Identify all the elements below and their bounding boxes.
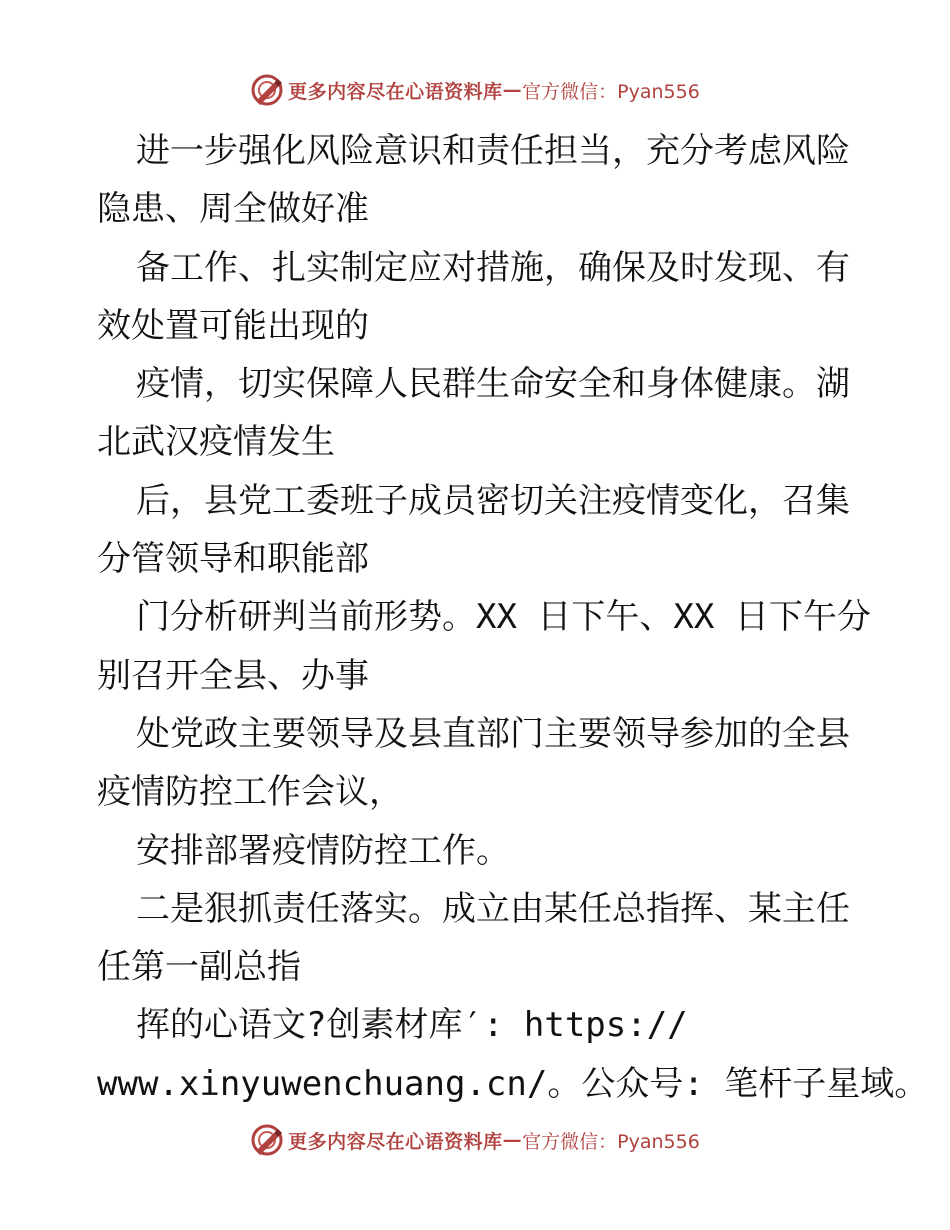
body-line: 后，县党工委班子成员密切关注疫情变化，召集: [136, 480, 850, 521]
pen-logo-icon: [250, 73, 284, 107]
body-line: www.xinyuwenchuang.cn/。公众号: 笔杆子星域。: [97, 1063, 929, 1104]
body-line: 门分析研判当前形势。XX 日下午、XX 日下午分: [136, 597, 871, 638]
body-line: 北武汉疫情发生: [97, 422, 335, 463]
body-line: 效处置可能出现的: [97, 305, 369, 346]
footer-banner: [0, 1122, 950, 1158]
body-line: 安排部署疫情防控工作。: [136, 830, 510, 871]
body-line: 处党政主要领导及县直部门主要领导参加的全县: [136, 713, 850, 754]
body-line: 分管领导和职能部: [97, 539, 369, 580]
banner-separator: —: [502, 79, 523, 101]
header-banner: [0, 72, 950, 108]
body-line: 备工作、扎实制定应对措施，确保及时发现、有: [136, 247, 850, 288]
body-line: 隐患、周全做好准: [97, 189, 369, 230]
body-line: 别召开全县、办事: [97, 655, 369, 696]
pen-logo-icon: [250, 1123, 284, 1157]
body-line: 疫情防控工作会议，: [97, 772, 403, 813]
banner-separator: —: [502, 1129, 523, 1151]
document-body: [97, 122, 929, 1113]
banner-wechat-text: 官方微信：Pyan556: [522, 1130, 700, 1153]
body-line: 挥的心语文?创素材库′: https://: [136, 1005, 688, 1046]
banner-main-text: 更多内容尽在心语资料库: [288, 1130, 503, 1153]
banner-wechat-text: 官方微信：Pyan556: [522, 80, 700, 103]
body-line: 进一步强化风险意识和责任担当，充分考虑风险: [136, 131, 850, 171]
body-line: 任第一副总指: [97, 947, 301, 988]
banner-main-text: 更多内容尽在心语资料库: [288, 80, 503, 103]
body-line: 二是狠抓责任落实。成立由某任总指挥、某主任: [136, 888, 850, 929]
body-line: 疫情，切实保障人民群生命安全和身体健康。湖: [136, 364, 850, 405]
